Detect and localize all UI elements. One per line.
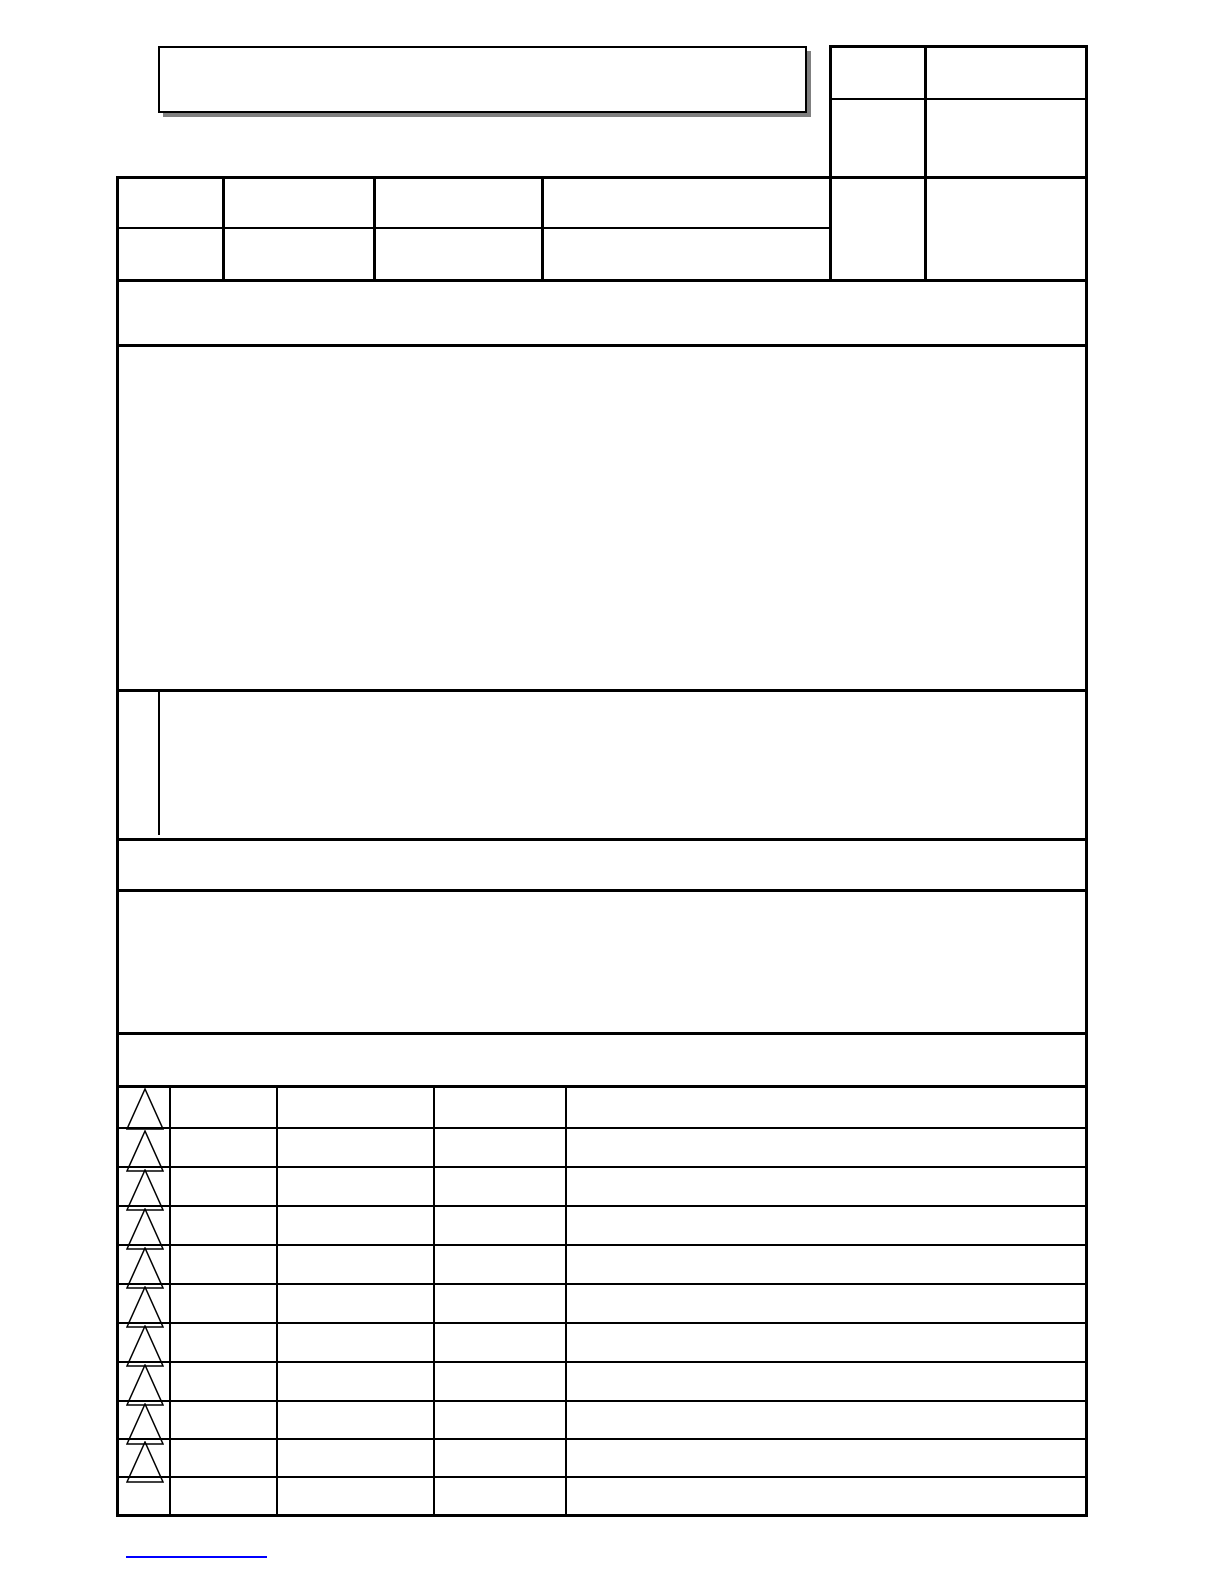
revision-triangle-icon	[126, 1247, 164, 1289]
revision-triangle-icon	[126, 1208, 164, 1250]
revision-column-line	[433, 1085, 435, 1517]
revision-row-line	[116, 1400, 1088, 1402]
revision-row-line	[116, 1322, 1088, 1324]
revision-row-line	[116, 1514, 1088, 1517]
revision-column-line	[169, 1085, 171, 1517]
revision-row-line	[116, 1127, 1088, 1129]
revision-row-line	[116, 1205, 1088, 1207]
title-box	[158, 46, 807, 113]
revision-triangle-icon	[126, 1169, 164, 1211]
revision-triangle-icon	[126, 1441, 164, 1483]
revision-row-line	[116, 1166, 1088, 1168]
revision-column-line	[565, 1085, 567, 1517]
revision-column-line	[276, 1085, 278, 1517]
revision-triangle-icon	[126, 1130, 164, 1172]
revision-row-line	[116, 1476, 1088, 1478]
revision-row-line	[116, 1244, 1088, 1246]
revision-triangle-icon	[126, 1088, 164, 1130]
revision-triangle-icon	[126, 1403, 164, 1445]
revision-row-line	[116, 1283, 1088, 1285]
revision-row-line	[116, 1438, 1088, 1440]
revision-triangle-icon	[126, 1286, 164, 1328]
revision-triangle-icon	[126, 1325, 164, 1367]
revision-row-line	[116, 1361, 1088, 1363]
footer-link[interactable]	[126, 1556, 267, 1558]
revision-row-line	[116, 1085, 1088, 1088]
revision-triangle-icon	[126, 1364, 164, 1406]
